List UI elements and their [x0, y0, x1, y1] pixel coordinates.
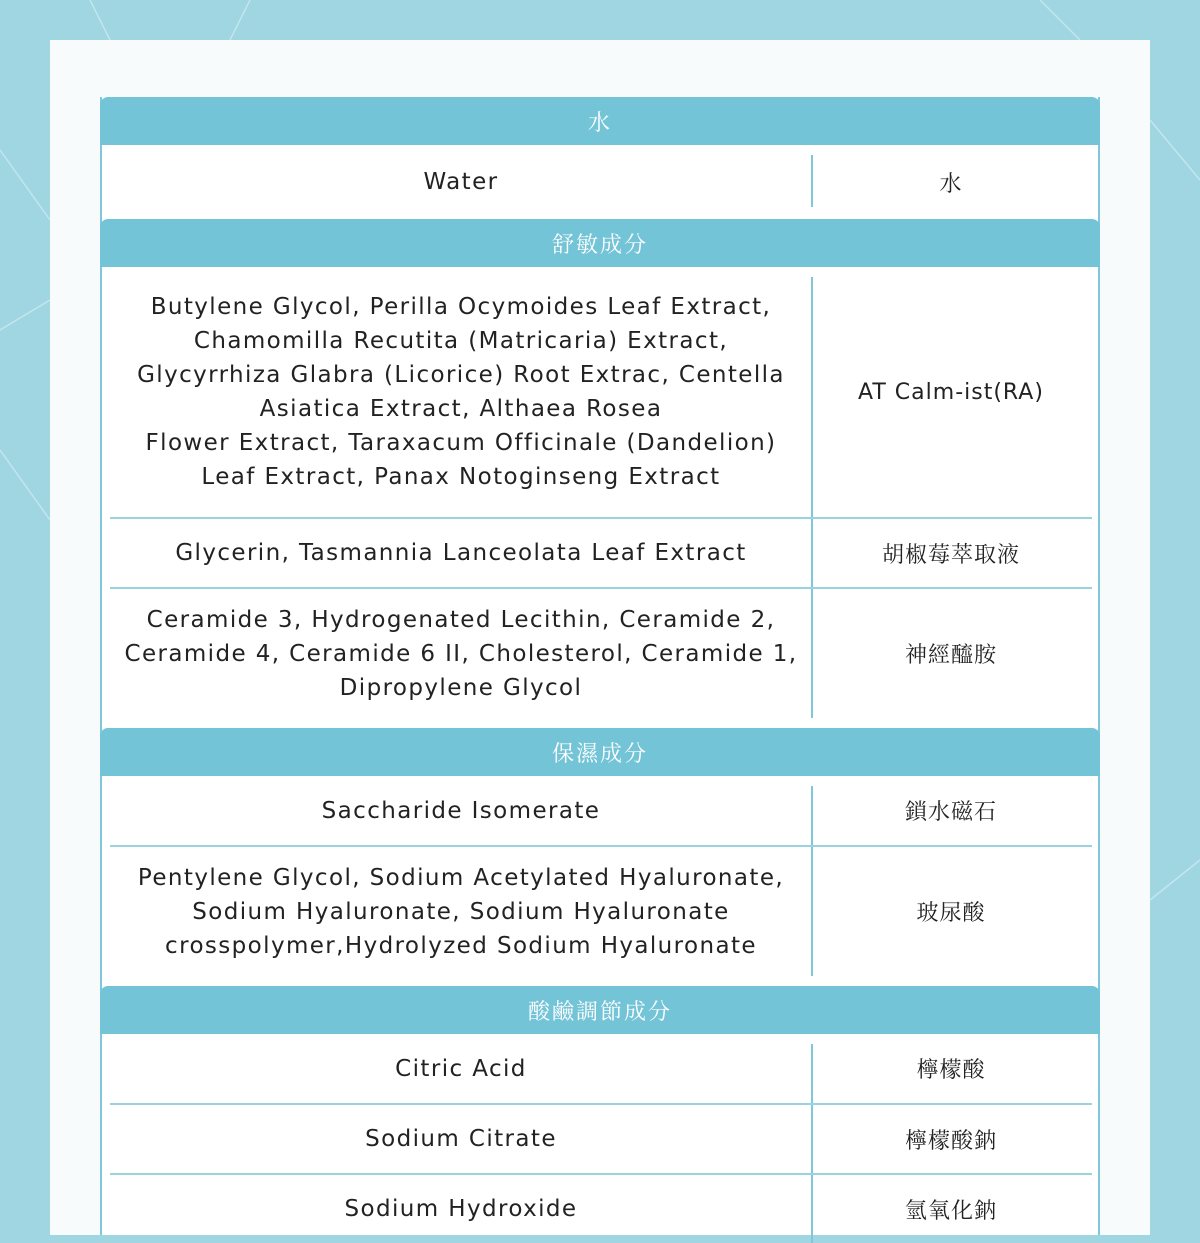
ingredient-inci: Sodium Hydroxide — [344, 1196, 578, 1222]
table-row — [110, 519, 1090, 587]
table-row — [110, 589, 1090, 718]
ingredients-card — [50, 40, 1150, 1235]
ingredient-inci: Pentylene Glycol, Sodium Acetylated Hyaluronate, Sodium Hyaluronate, Sodium Hyaluronate crosspolymer,Hydrolyzed Sodium Hyaluronate — [137, 864, 785, 959]
section-header-water: 水 — [100, 97, 1100, 145]
ingredient-name: 水 — [939, 171, 963, 197]
table-row — [110, 1175, 1090, 1243]
ingredient-inci: Water — [423, 169, 499, 195]
ingredient-inci: Sodium Citrate — [365, 1126, 557, 1152]
section-header-moisturizing: 保濕成分 — [100, 728, 1100, 776]
section-header-ph-adjusting: 酸鹼調節成分 — [100, 986, 1100, 1034]
table-row — [110, 776, 1090, 845]
ingredient-name: 氫氧化鈉 — [904, 1198, 997, 1224]
ingredient-name: 鎖水磁石 — [904, 800, 997, 825]
ingredient-name: AT Calm-ist(RA) — [858, 379, 1044, 405]
ingredient-name: 玻尿酸 — [916, 901, 986, 926]
table-row — [110, 1105, 1090, 1173]
table-row — [110, 267, 1090, 517]
ingredient-name: 神經醯胺 — [904, 643, 997, 668]
ingredient-name: 檸檬酸 — [916, 1058, 986, 1083]
ingredient-inci: Butylene Glycol, Perilla Ocymoides Leaf Extract, Chamomilla Recutita (Matricaria) Extract, Glycyrrhiza Glabra (Licorice) Root Extrac, Centella Asiatica Extract, Althaea Rosea Flower Extract, Taraxacum Officinale (Dandelion) Leaf Extract, Panax Notoginseng Extract — [137, 294, 785, 490]
ingredient-name: 檸檬酸鈉 — [904, 1128, 997, 1154]
ingredients-table — [100, 97, 1100, 1235]
table-row — [110, 847, 1090, 976]
ingredient-inci: Saccharide Isomerate — [321, 797, 601, 824]
table-row — [110, 145, 1090, 219]
ingredient-inci: Citric Acid — [395, 1055, 527, 1082]
table-row — [110, 1034, 1090, 1103]
ingredient-inci: Glycerin, Tasmannia Lanceolata Leaf Extract — [175, 540, 747, 566]
ingredient-name: 胡椒莓萃取液 — [881, 542, 1020, 568]
ingredient-inci: Ceramide 3, Hydrogenated Lecithin, Ceramide 2, Ceramide 4, Ceramide 6 II, Cholesterol, Ceramide 1, Dipropylene Glycol — [124, 606, 798, 701]
section-header-soothing: 舒敏成分 — [100, 219, 1100, 267]
